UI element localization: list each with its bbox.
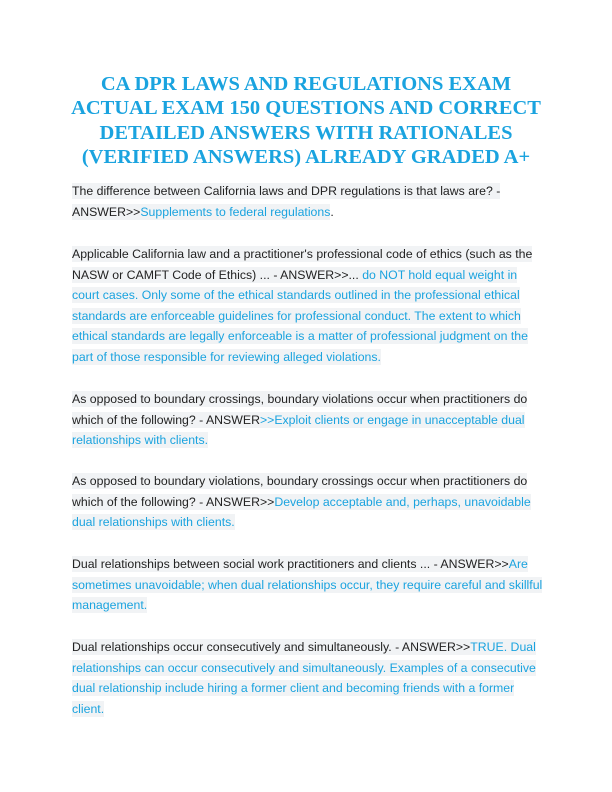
document-title bbox=[60, 72, 552, 170]
question-text: Dual relationships occur consecutively and simultaneously. - ANSWER>> bbox=[72, 640, 471, 654]
qa-item-2 bbox=[72, 244, 544, 368]
qa-item-6 bbox=[72, 637, 544, 719]
answer-text: do NOT hold equal weight in court cases. Only some of the ethical standards outlined in the professional ethical standards are enforceable guidelines for professional conduct. The extent to which ethical standards are legally enforceable is a matter of professional judgment on the part of those responsible for reviewing alleged violations. bbox=[72, 267, 528, 364]
qa-item-3 bbox=[72, 389, 544, 451]
question-text: As opposed to boundary violations, boundary crossings occur when practitioners do which of the following? - ANSWER>> bbox=[72, 474, 528, 509]
question-text: The difference between California laws and DPR regulations is that laws are? - ANSWER>> bbox=[72, 184, 501, 219]
answer-text: Develop acceptable and, perhaps, unavoidable dual relationships with clients. bbox=[72, 494, 531, 530]
answer-text: TRUE. Dual relationships can occur consecutively and simultaneously. Examples of a consecutive dual relationship include hiring a former client and becoming friends with a former client. bbox=[72, 640, 536, 716]
question-text: Dual relationships between social work practitioners and clients ... - ANSWER>> bbox=[72, 557, 509, 571]
answer-text: Are sometimes unavoidable; when dual relationships occur, they require careful and skillful management. bbox=[72, 557, 543, 613]
qa-item-5 bbox=[72, 554, 544, 616]
answer-text: Supplements to federal regulations bbox=[140, 204, 331, 219]
document-title-text: CA DPR LAWS AND REGULATIONS EXAM ACTUAL EXAM 150 QUESTIONS AND CORRECT DETAILED ANSWERS WITH RATIONALES (VERIFIED ANSWERS) ALREADY GRADED A+ bbox=[71, 73, 541, 169]
question-text: As opposed to boundary crossings, boundary violations occur when practitioners do which of the following? - ANSWER bbox=[72, 392, 528, 427]
answer-text: >>Exploit clients or engage in unacceptable dual relationships with clients. bbox=[72, 412, 525, 448]
qa-item-4 bbox=[72, 471, 544, 533]
qa-item-1 bbox=[72, 181, 544, 222]
answer-suffix: . bbox=[330, 204, 334, 219]
question-text: Applicable California law and a practitioner's professional code of ethics (such as the NASW or CAMFT Code of Ethics) ... - ANSWER>>... bbox=[72, 247, 533, 282]
